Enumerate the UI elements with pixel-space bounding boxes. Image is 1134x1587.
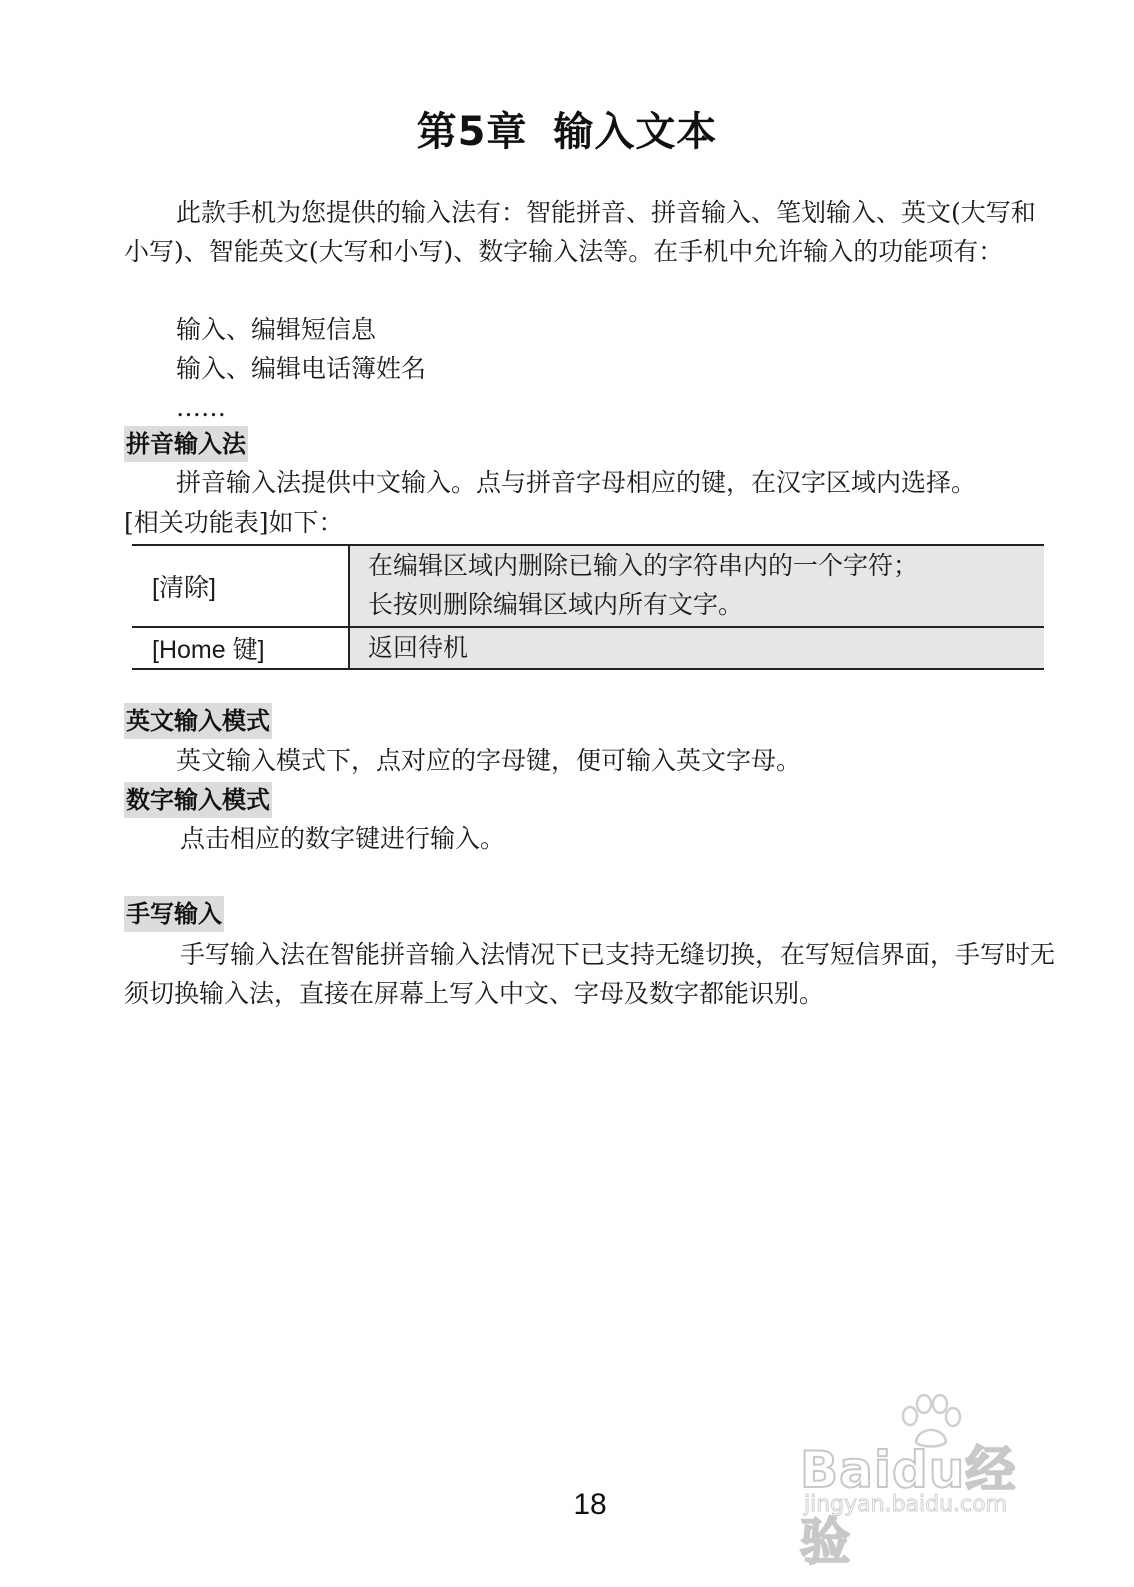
section-heading-handwriting: 手写输入 [124, 896, 224, 932]
section-heading-number: 数字输入模式 [124, 782, 272, 818]
section-heading-english: 英文输入模式 [124, 703, 272, 739]
desc-line: 长按则删除编辑区域内所有文字。 [368, 590, 744, 619]
table-cell-key: [清除] [132, 545, 349, 627]
function-table [132, 544, 1044, 670]
watermark-brand: Baidu经验 [800, 1441, 1017, 1571]
table-row [132, 627, 1044, 669]
number-description: 点击相应的数字键进行输入。 [180, 824, 506, 853]
table-cell-key: [Home 键] [132, 627, 349, 669]
english-description: 英文输入模式下，点对应的字母键，便可输入英文字母。 [176, 746, 802, 775]
watermark-url: jingyan.baidu.com [804, 1492, 1008, 1517]
table-cell-desc [349, 627, 1044, 669]
section-heading-pinyin: 拼音输入法 [124, 426, 248, 462]
chapter-number: 第5章 [416, 109, 528, 155]
table-cell-desc [349, 545, 1044, 627]
intro-item-phonebook: 输入、编辑电话簿姓名 [176, 354, 427, 383]
chapter-name: 输入文本 [553, 109, 718, 155]
desc-line: 返回待机 [368, 633, 469, 662]
function-table-intro: [相关功能表]如下： [124, 508, 344, 537]
pinyin-description: 拼音输入法提供中文输入。点与拼音字母相应的键，在汉字区域内选择。 [176, 468, 977, 497]
table-row [132, 545, 1044, 627]
page-number: 18 [573, 1488, 607, 1521]
desc-line: 在编辑区域内删除已输入的字符串内的一个字符； [368, 551, 919, 580]
handwriting-description: 手写输入法在智能拼音输入法情况下已支持无缝切换，在写短信界面，手写时无须切换输入法，直接在屏幕上写入中文、字母及数字都能识别。 [124, 940, 1056, 1008]
intro-item-sms: 输入、编辑短信息 [176, 315, 377, 344]
chapter-title [0, 100, 1134, 157]
baidu-watermark [800, 1400, 1060, 1571]
intro-ellipsis: …… [176, 393, 226, 422]
intro-paragraph: 此款手机为您提供的输入法有：智能拼音、拼音输入、笔划输入、英文(大写和小写)、智能英文(大写和小写)、数字输入法等。在手机中允许输入的功能项有： [124, 198, 1036, 266]
